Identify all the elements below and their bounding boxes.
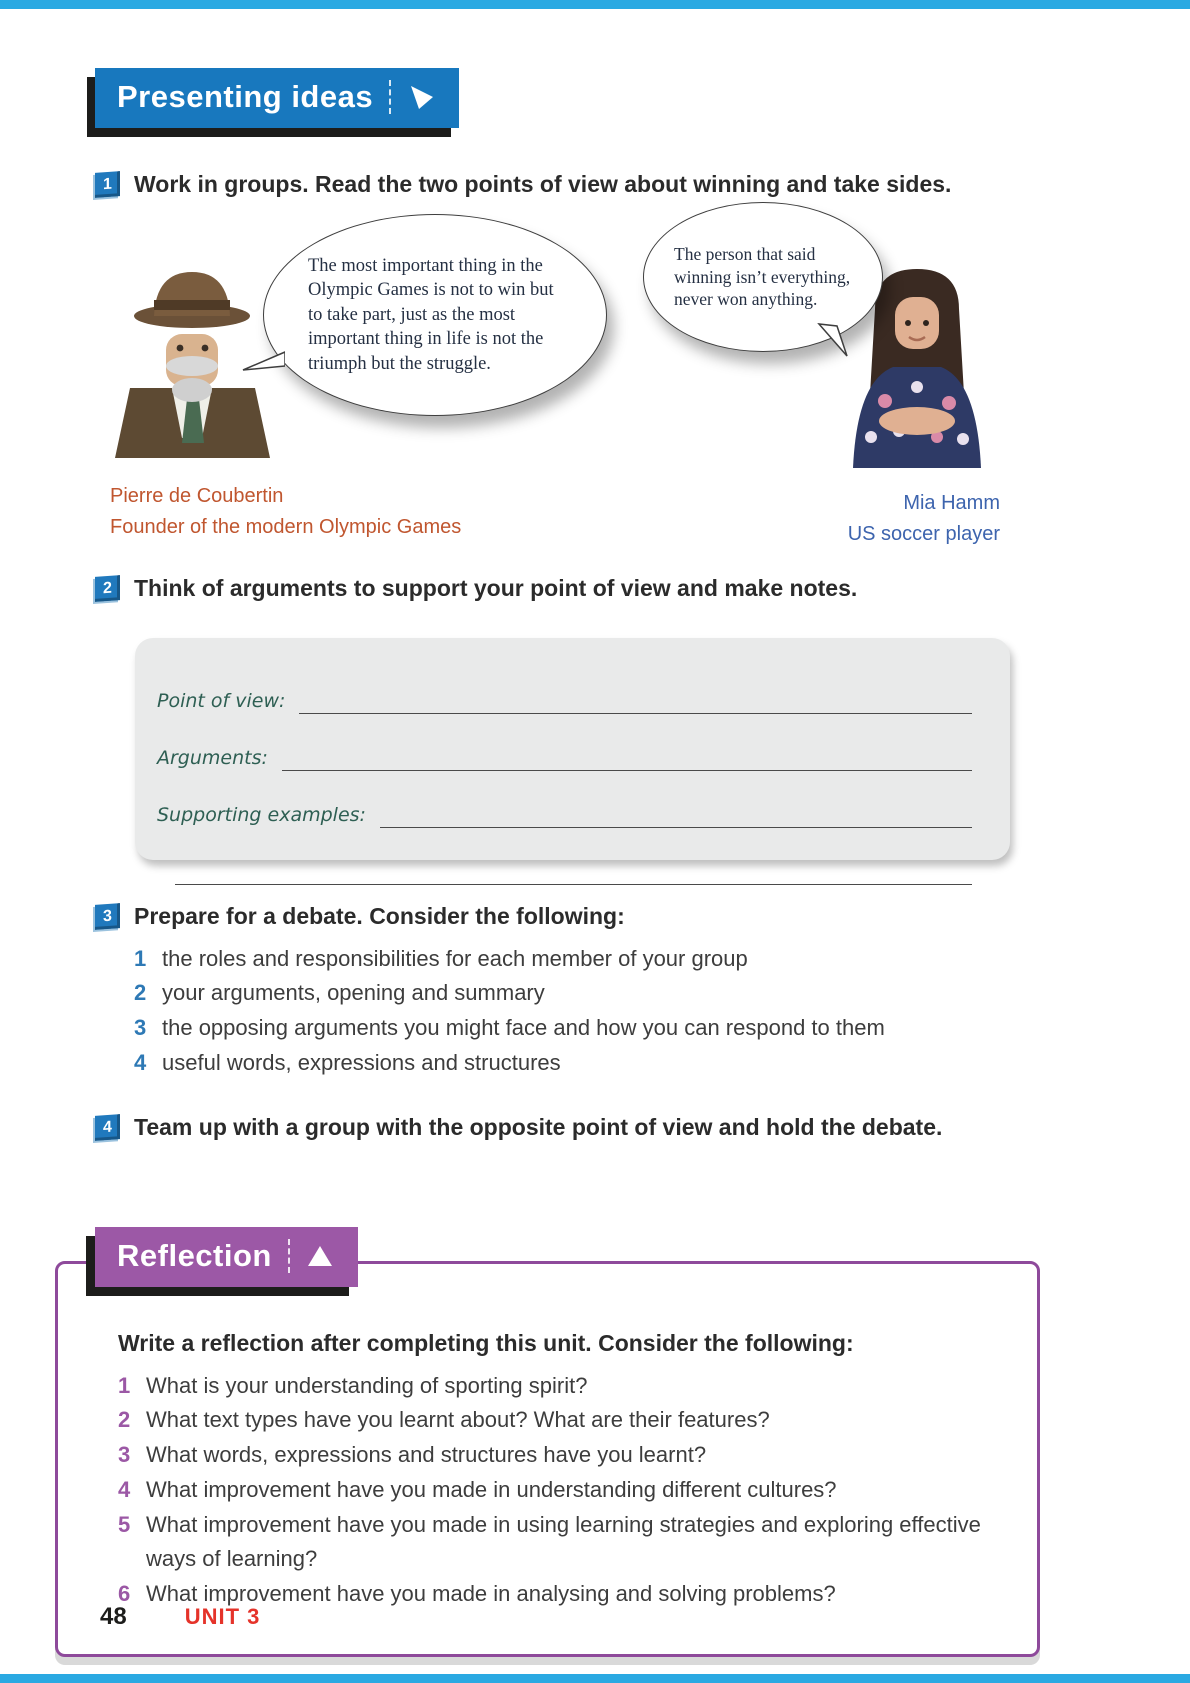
item-text: What improvement have you made in understanding different cultures?: [146, 1476, 837, 1502]
presenting-ideas-title: Presenting ideas: [117, 79, 374, 114]
exercise-4-number-badge: 4: [95, 1114, 120, 1141]
exercise-3-items: [134, 942, 1095, 1081]
reflection-intro: Write a reflection after completing this unit. Consider the following:: [118, 1329, 854, 1356]
list-item: [134, 1011, 1095, 1046]
point-of-view-label: Point of view:: [157, 689, 286, 712]
mia-name: Mia Hamm: [903, 491, 1000, 514]
mia-role: US soccer player: [847, 522, 1000, 545]
note-row-point-of-view: [157, 668, 972, 714]
note-row-extra: [175, 839, 972, 885]
exercise-3-text: Prepare for a debate. Consider the following:: [134, 902, 625, 929]
exercise-1-number-badge: 1: [95, 171, 120, 198]
page-number: 48: [100, 1603, 127, 1630]
reflection-banner: [95, 1227, 358, 1287]
pierre-role: Founder of the modern Olympic Games: [110, 515, 462, 538]
list-item: [134, 976, 1095, 1011]
item-number: 3: [118, 1442, 131, 1468]
right-bubble-tail: [811, 322, 851, 358]
item-number: 3: [134, 1015, 147, 1041]
note-row-supporting-examples: [157, 782, 972, 828]
exercise-4-text: Team up with a group with the opposite point of view and hold the debate.: [134, 1113, 943, 1140]
mia-quote-text: The person that said winning isn’t everything, never won anything.: [674, 243, 851, 310]
pierre-name: Pierre de Coubertin: [110, 484, 284, 507]
banner-divider: [288, 1239, 290, 1273]
page-bottom-edge-strip: [0, 1674, 1190, 1683]
reflection-items: [118, 1369, 997, 1612]
list-item: [118, 1508, 997, 1578]
unit-label: UNIT 3: [184, 1604, 261, 1629]
item-text: What text types have you learnt about? What are their features?: [146, 1407, 770, 1433]
page-content: [95, 0, 1095, 1657]
supporting-examples-label: Supporting examples:: [157, 803, 366, 826]
pierre-speech-bubble: [263, 214, 607, 416]
item-number: 6: [118, 1581, 131, 1607]
point-of-view-writing-line[interactable]: [299, 667, 972, 714]
item-text: What is your understanding of sporting spirit?: [146, 1372, 588, 1398]
mia-caption: [848, 488, 1000, 550]
item-number: 2: [118, 1407, 131, 1433]
exercise-3-number-badge: 3: [95, 903, 120, 930]
pierre-caption: [110, 481, 461, 543]
reflection-box: [55, 1261, 1040, 1657]
presenting-ideas-banner: [95, 68, 459, 128]
item-number: 1: [118, 1372, 131, 1398]
exercise-2: [95, 574, 1095, 604]
list-item: [118, 1473, 997, 1508]
pierre-quote-text: The most important thing in the Olympic Games is not to win but to take part, just as the most important thing in life is not the triumph but the struggle.: [308, 255, 554, 374]
item-text: What words, expressions and structures have you learnt?: [146, 1442, 707, 1468]
item-text: What improvement have you made in analysing and solving problems?: [146, 1581, 836, 1607]
item-text: your arguments, opening and summary: [162, 980, 545, 1006]
exercise-3: [95, 902, 1095, 932]
pointer-triangle-icon: [407, 83, 435, 111]
item-text: the roles and responsibilities for each member of your group: [162, 945, 748, 971]
item-text: useful words, expressions and structures: [162, 1049, 561, 1075]
page-footer: [100, 1603, 260, 1631]
note-row-arguments: [157, 725, 972, 771]
exercise-1-text: Work in groups. Read the two points of view about winning and take sides.: [134, 171, 952, 197]
banner-divider: [389, 80, 391, 114]
arguments-label: Arguments:: [157, 746, 268, 769]
exercise-2-text: Think of arguments to support your point of view and make notes.: [134, 574, 858, 601]
arguments-writing-line[interactable]: [282, 724, 972, 771]
exercise-2-number-badge: 2: [95, 575, 120, 602]
list-item: [118, 1369, 997, 1404]
extra-writing-line[interactable]: [175, 838, 972, 885]
notes-box: [135, 638, 1010, 860]
item-number: 4: [118, 1476, 131, 1502]
quotes-section: [95, 206, 1095, 556]
exercise-1: [95, 170, 1095, 200]
reflection-title: Reflection: [117, 1237, 272, 1273]
exercise-4: [95, 1113, 1095, 1143]
supporting-examples-writing-line[interactable]: [380, 781, 972, 828]
item-text: the opposing arguments you might face and how you can respond to them: [162, 1015, 885, 1041]
list-item: [118, 1403, 997, 1438]
item-number: 4: [134, 1049, 147, 1075]
item-number: 2: [134, 980, 147, 1006]
item-number: 1: [134, 945, 147, 971]
up-triangle-icon: [306, 1243, 334, 1269]
item-number: 5: [118, 1511, 131, 1537]
reflection-section: [55, 1237, 1040, 1657]
list-item: [134, 942, 1095, 977]
item-text: What improvement have you made in using learning strategies and exploring effective ways of learning?: [146, 1511, 981, 1572]
left-bubble-tail: [241, 346, 285, 376]
list-item: [134, 1046, 1095, 1081]
list-item: [118, 1438, 997, 1473]
